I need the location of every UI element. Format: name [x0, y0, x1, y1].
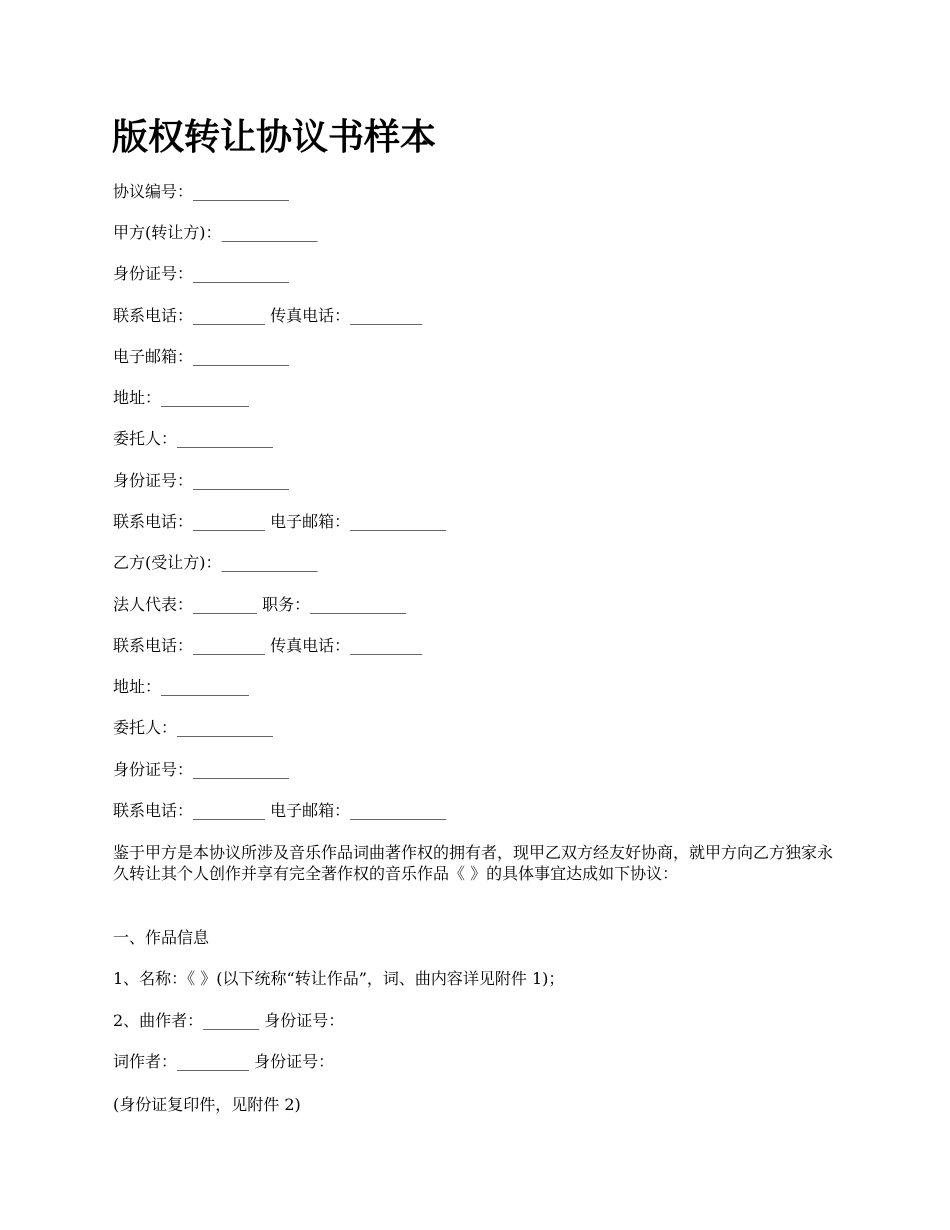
party-a-line: 甲方(转让方)：____________: [113, 223, 318, 242]
party-b-address-line: 地址：___________: [113, 677, 250, 696]
party-a-phone-fax-line: 联系电话：_________ 传真电话：_________: [113, 306, 423, 325]
party-b-agent-line: 委托人：____________: [113, 718, 274, 737]
agreement-number-line: 协议编号：____________: [113, 182, 290, 201]
composer-item: 2、曲作者：_______ 身份证号：: [113, 1011, 345, 1030]
party-b-phone-fax-line: 联系电话：_________ 传真电话：_________: [113, 636, 423, 655]
party-a-agent-line: 委托人：____________: [113, 429, 274, 448]
work-name-item: 1、名称：《 》(以下统称“转让作品”，词、曲内容详见附件 1)；: [113, 969, 565, 988]
party-a-agent-id-line: 身份证号：____________: [113, 471, 290, 490]
section-heading: 一、作品信息: [113, 928, 210, 947]
intro-paragraph: 鉴于甲方是本协议所涉及音乐作品词曲著作权的拥有者，现甲乙双方经友好协商，就甲方向乙方独家永久转让其个人创作并享有完全著作权的音乐作品《 》的具体事宜达成如下协议：: [113, 843, 834, 883]
party-b-line: 乙方(受让方)：____________: [113, 553, 318, 572]
party-b-agent-phone-email-line: 联系电话：_________ 电子邮箱：____________: [113, 801, 447, 820]
id-copy-note: (身份证复印件，见附件 2): [113, 1095, 301, 1114]
party-a-email-line: 电子邮箱：____________: [113, 347, 290, 366]
party-a-id-line: 身份证号：____________: [113, 264, 290, 283]
lyricist-line: 词作者：_________ 身份证号：: [113, 1052, 335, 1071]
document-title: 版权转让协议书样本: [112, 116, 437, 158]
party-a-agent-phone-email-line: 联系电话：_________ 电子邮箱：____________: [113, 512, 447, 531]
party-b-agent-id-line: 身份证号：____________: [113, 760, 290, 779]
party-b-legal-rep-line: 法人代表：________ 职务：____________: [113, 595, 407, 614]
party-a-address-line: 地址：___________: [113, 388, 250, 407]
